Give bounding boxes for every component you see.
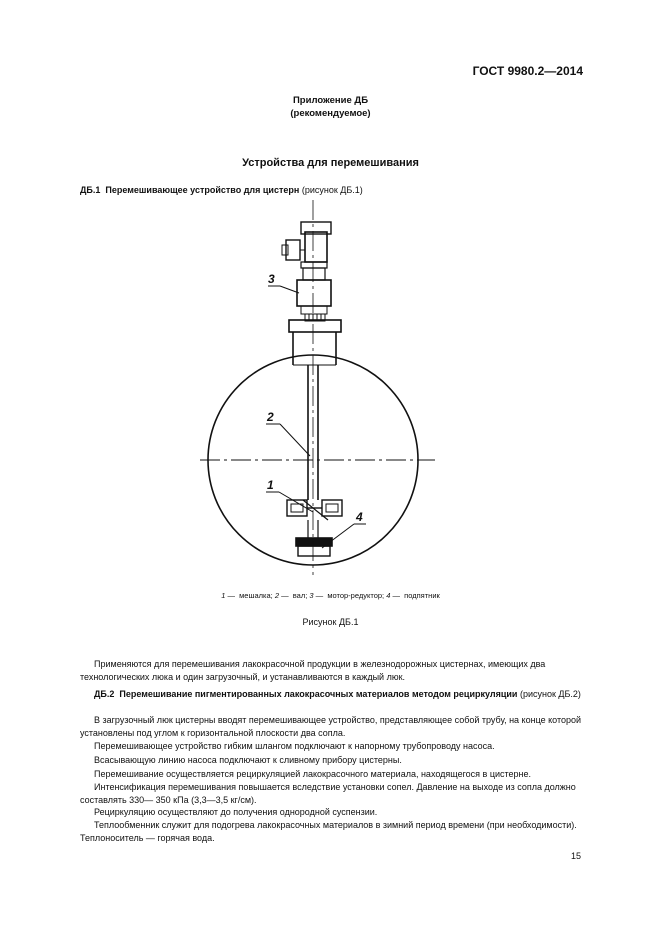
figure-legend: 1 — мешалка; 2 — вал; 3 — мотор-редуктор; 4 — подпятник: [221, 591, 440, 600]
agitator-blade-right: [322, 500, 342, 516]
db1-heading: Перемешивающее устройство для цистерн: [105, 185, 300, 195]
paragraph-8: Теплообменник служит для подогрева лакокрасочных материалов в зимний период времени (при необходимости). Теплоноситель — горячая вода.: [80, 820, 577, 843]
motor-reducer: [297, 280, 331, 306]
motor: [305, 232, 327, 262]
figure-caption: Рисунок ДБ.1: [302, 617, 359, 627]
appendix-title: Приложение ДБ: [292, 95, 369, 106]
paragraph-7: Рециркуляцию осуществляют до получения однородной суспензии.: [94, 807, 378, 817]
callout-3: 3: [268, 272, 275, 286]
page-number: 15: [570, 851, 581, 861]
paragraph-2: В загрузочный люк цистерны вводят перемешивающее устройство, представляющее собой трубу, на конце которой установлены под углом к горизонтальной плоскости два сопла.: [80, 715, 582, 738]
paragraph-1: Применяются для перемешивания лакокрасочной продукции в железнодорожных цистернах, имеющих два технологических люка и один загрузочный, и устанавливаются в каждый люк.: [80, 659, 546, 682]
flange: [289, 320, 341, 332]
section-title: Устройства для перемешивания: [242, 157, 419, 169]
callout-4: 4: [356, 510, 363, 524]
callout-2: 2: [267, 410, 274, 424]
paragraph-5: Перемешивание осуществляется рециркуляцией лакокрасочного материала, находящегося в цистерне.: [94, 769, 532, 779]
paragraph-3: Перемешивающее устройство гибким шлангом подключают к напорному трубопроводу насоса.: [94, 741, 495, 751]
subsection-db2: ДБ.2 Перемешивание пигментированных лакокрасочных материалов методом рециркуляции (рисунок ДБ.2): [94, 689, 581, 699]
standard-number: ГОСТ 9980.2—2014: [472, 64, 583, 78]
callout-1: 1: [267, 478, 274, 492]
appendix-type: (рекомендуемое): [290, 108, 371, 119]
db1-ref: (рисунок ДБ.1): [301, 185, 363, 195]
paragraph-6: Интенсификация перемешивания повышается вследствие установки сопел. Давление на выходе из сопла должно составлять 330— 350 кПа (3,3—3,5 кг/см).: [80, 782, 576, 805]
db1-number: ДБ.1: [80, 185, 101, 195]
paragraph-4: Всасывающую линию насоса подключают к сливному прибору цистерны.: [94, 755, 402, 765]
